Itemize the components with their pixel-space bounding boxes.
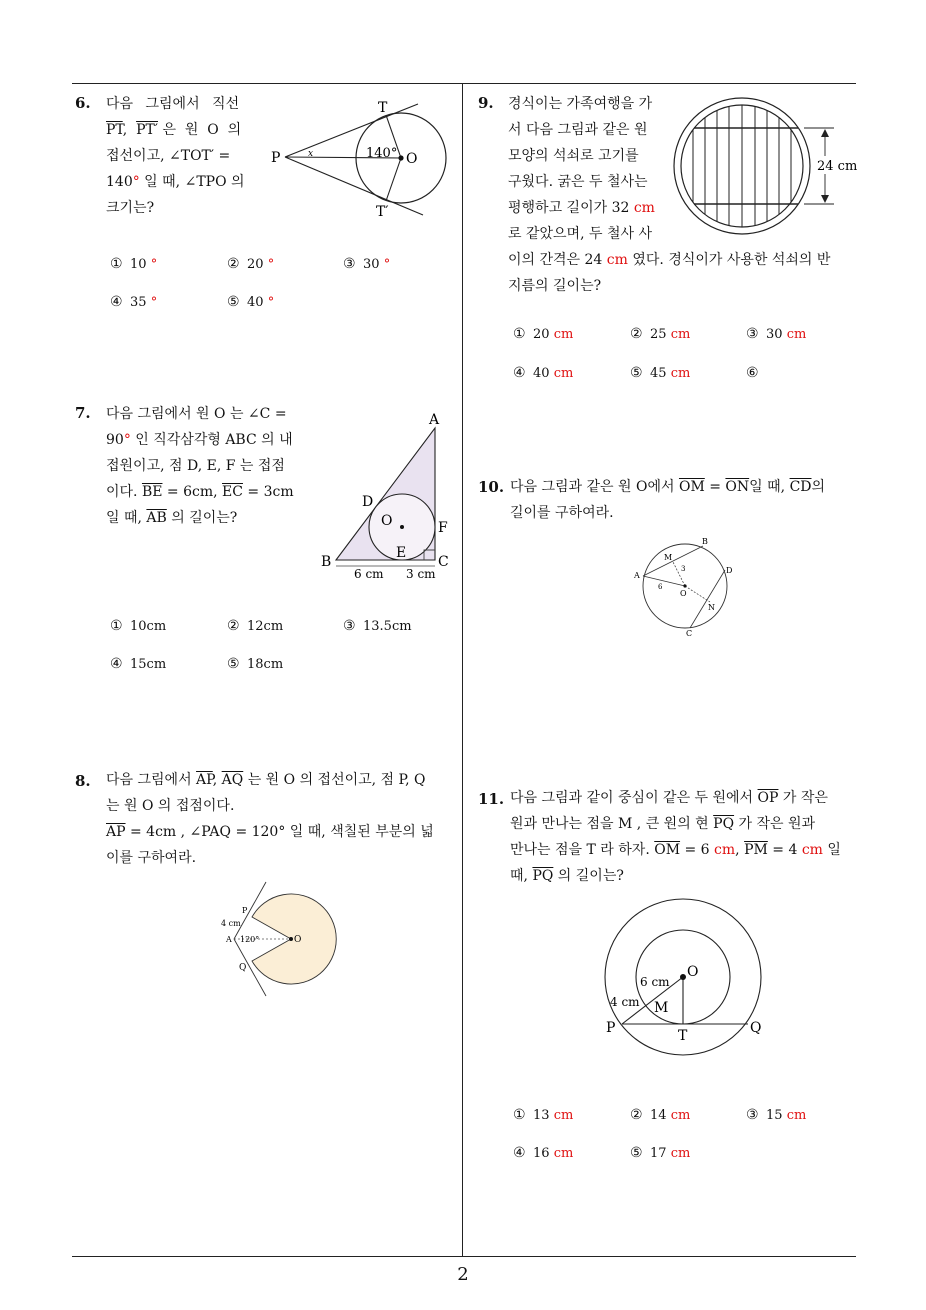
q6-label-t: T xyxy=(378,100,388,116)
q9-choice-3[interactable]: ③ 30 cm xyxy=(746,326,807,342)
q6-line-2: $\overline{PT}$, PT′ 은 원 O 의 xyxy=(106,122,242,138)
q6-line-4: 140° 일 때, ∠TPO 의 xyxy=(106,174,245,190)
column-divider xyxy=(462,83,463,1257)
q11-line-1: 다음 그림과 같이 중심이 같은 두 원에서 $\overline{OP}$ 가 작은 xyxy=(510,790,828,806)
q7-label-c: C xyxy=(438,554,449,570)
q7-text xyxy=(106,401,306,531)
q9-line-2: 서 다음 그림과 같은 원 xyxy=(508,122,648,138)
q7-label-b: B xyxy=(321,554,332,570)
q6-label-x: x xyxy=(308,149,314,159)
q7-choice-1[interactable]: ① 10cm xyxy=(110,618,167,634)
q9-number: 9. xyxy=(478,94,494,112)
q7-choice-4[interactable]: ④ 15cm xyxy=(110,656,167,672)
q11-choice-2[interactable]: ② 14 cm xyxy=(630,1107,691,1123)
q10-label-n: N xyxy=(708,603,715,612)
q8-line-3: $\overline{AP} = 4cm$ , ∠PAQ = 120° 일 때, 색칠된 부분의 넓 xyxy=(106,824,434,840)
q11-label-q: Q xyxy=(750,1020,762,1036)
q11-label-m: M xyxy=(654,1000,669,1016)
q11-label-p: P xyxy=(606,1020,616,1036)
q6-number: 6. xyxy=(75,94,91,112)
q7-label-ec: 3 cm xyxy=(406,567,436,581)
q6-label-t2: T′ xyxy=(376,204,389,220)
q10-label-o: O xyxy=(680,589,687,598)
q11-line-4: 때, $\overline{PQ}$ 의 길이는? xyxy=(510,868,624,884)
q6-label-o: O xyxy=(406,151,418,167)
top-rule xyxy=(72,83,856,84)
q8-text xyxy=(106,767,456,871)
q7-line-5: 일 때, $\overline{AB}$ 의 길이는? xyxy=(106,510,238,526)
bottom-rule xyxy=(72,1256,856,1257)
q10-label-c: C xyxy=(686,629,693,638)
q7-label-a: A xyxy=(429,412,440,428)
q9-figure xyxy=(674,92,864,240)
q11-choice-5[interactable]: ⑤ 17 cm xyxy=(630,1145,691,1161)
q10-label-six: 6 xyxy=(658,583,663,591)
q11-label-om: 6 cm xyxy=(640,975,670,989)
q6-text xyxy=(106,91,256,221)
q8-line-1: 다음 그림에서 $\overline{AP}$, $\overline{AQ}$ 는 원 O 의 접선이고, 점 P, Q xyxy=(106,772,426,788)
q6-line-5: 크기는? xyxy=(106,200,155,216)
q10-text xyxy=(510,474,860,526)
q10-figure xyxy=(630,536,740,640)
q8-label-o: O xyxy=(294,935,302,945)
q9-line-5: 평행하고 길이가 32 cm xyxy=(508,200,655,216)
q7-choice-5[interactable]: ⑤ 18cm xyxy=(227,656,284,672)
q6-figure xyxy=(268,96,458,222)
q11-choice-1[interactable]: ① 13 cm xyxy=(513,1107,574,1123)
q11-label-o: O xyxy=(687,964,699,980)
q7-figure xyxy=(318,408,458,584)
q10-label-three: 3 xyxy=(681,565,686,573)
q10-number: 10. xyxy=(478,478,505,496)
q11-line-3: 만나는 점을 T 라 하자. $\overline{OM} = 6$ cm, $\overline{PM} = 4$ cm 일 xyxy=(510,842,841,858)
q7-line-2: 90° 인 직각삼각형 ABC 의 내 xyxy=(106,432,293,448)
q7-label-f: F xyxy=(438,520,448,536)
q8-label-p: P xyxy=(242,906,248,915)
q7-number: 7. xyxy=(75,404,91,422)
q9-line-1: 경식이는 가족여행을 가 xyxy=(508,96,653,112)
q7-line-4: 이다. $\overline{BE} = 6cm$, $\overline{EC} = 3cm$ xyxy=(106,484,294,500)
q6-choice-3[interactable]: ③ 30 ° xyxy=(343,256,391,272)
q9-label-dist: 24 cm xyxy=(817,159,858,174)
q9-line-3: 모양의 석쇠로 고기를 xyxy=(508,148,639,164)
q9-choice-2[interactable]: ② 25 cm xyxy=(630,326,691,342)
q10-label-m: M xyxy=(664,553,673,562)
q7-label-o: O xyxy=(381,513,393,529)
q11-choice-3[interactable]: ③ 15 cm xyxy=(746,1107,807,1123)
q8-label-q: Q xyxy=(239,963,247,973)
page-number: 2 xyxy=(457,1264,469,1285)
q9-line-7: 이의 간격은 24 cm 였다. 경식이가 사용한 석쇠의 반 xyxy=(508,252,831,268)
q6-line-1: 다음 그림에서 직선 xyxy=(106,96,240,112)
q6-choice-2[interactable]: ② 20 ° xyxy=(227,256,275,272)
q7-choice-3[interactable]: ③ 13.5cm xyxy=(343,618,412,634)
q9-choice-6[interactable]: ⑥ xyxy=(746,365,759,381)
q8-line-4: 이를 구하여라. xyxy=(106,850,197,866)
q11-line-2: 원과 만나는 점을 M , 큰 원의 현 $\overline{PQ}$ 가 작은 원과 xyxy=(510,816,816,832)
q9-line-8: 지름의 길이는? xyxy=(508,278,602,294)
q8-label-len: 4 cm xyxy=(221,919,241,928)
q6-label-p: P xyxy=(271,150,281,166)
q7-choice-2[interactable]: ② 12cm xyxy=(227,618,284,634)
q8-label-angle: 120° xyxy=(240,935,260,944)
q6-choice-1[interactable]: ① 10 ° xyxy=(110,256,158,272)
q8-figure xyxy=(218,876,344,1002)
q9-line-6: 로 같았으며, 두 철사 사 xyxy=(508,226,652,242)
q8-label-a: A xyxy=(226,935,232,944)
q8-number: 8. xyxy=(75,772,91,790)
q9-choice-4[interactable]: ④ 40 cm xyxy=(513,365,574,381)
q10-line-1: 다음 그림과 같은 원 O에서 $\overline{OM} = \overline{ON}$일 때, $\overline{CD}$의 xyxy=(510,479,826,495)
q8-line-2: 는 원 O 의 접점이다. xyxy=(106,798,235,814)
q11-text xyxy=(510,785,860,889)
q11-label-t: T xyxy=(678,1028,688,1044)
q7-label-be: 6 cm xyxy=(354,567,384,581)
q6-label-angle: 140° xyxy=(366,146,398,161)
q6-line-3: 접선이고, ∠TOT′ = xyxy=(106,148,231,164)
q9-choice-1[interactable]: ① 20 cm xyxy=(513,326,574,342)
q7-line-1: 다음 그림에서 원 O 는 ∠C = xyxy=(106,406,287,422)
q11-label-pm: 4 cm xyxy=(610,995,640,1009)
q10-label-d: D xyxy=(726,566,733,575)
q7-line-3: 접원이고, 점 D, E, F 는 접점 xyxy=(106,458,285,474)
q7-label-e: E xyxy=(396,545,407,561)
q9-line-4: 구웠다. 굵은 두 철사는 xyxy=(508,174,648,190)
q11-number: 11. xyxy=(478,790,505,808)
q6-choice-4[interactable]: ④ 35 ° xyxy=(110,294,158,310)
q11-figure xyxy=(600,882,776,1058)
q10-label-a: A xyxy=(634,571,640,580)
q10-line-2: 길이를 구하여라. xyxy=(510,505,614,521)
q7-label-d: D xyxy=(362,494,374,510)
q11-choice-4[interactable]: ④ 16 cm xyxy=(513,1145,574,1161)
q6-choice-5[interactable]: ⑤ 40 ° xyxy=(227,294,275,310)
q10-label-b: B xyxy=(702,537,708,546)
q9-choice-5[interactable]: ⑤ 45 cm xyxy=(630,365,691,381)
